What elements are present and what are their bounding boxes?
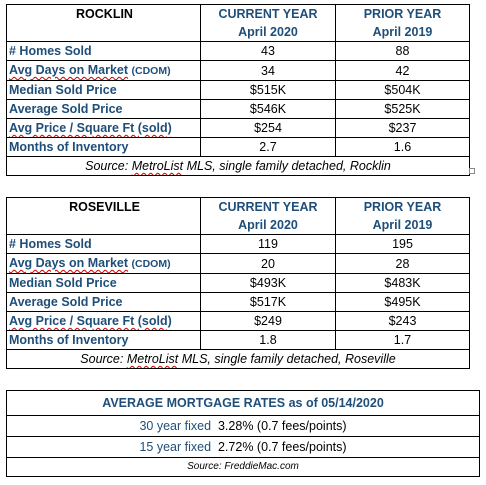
- rocklin-median-price-current: $515K: [201, 81, 336, 100]
- mortgage-rates-table: [6, 390, 480, 477]
- roseville-average-price-prior: $495K: [336, 293, 470, 312]
- row-label-avg-days: Avg Days on Market (CDOM): [7, 254, 201, 274]
- rocklin-prior-year-header: PRIOR YEAR April 2019: [336, 5, 470, 42]
- row-label-average-price: Average Sold Price: [7, 100, 201, 119]
- row-label-avg-days: Avg Days on Market (CDOM): [7, 61, 201, 81]
- rocklin-average-price-current: $546K: [201, 100, 336, 119]
- roseville-homes-sold-current: 119: [201, 235, 336, 254]
- rocklin-table: [6, 4, 470, 176]
- roseville-months-inventory-prior: 1.7: [336, 331, 470, 350]
- roseville-price-sqft-current: $249: [201, 312, 336, 331]
- roseville-prior-year-header: PRIOR YEAR April 2019: [336, 198, 470, 235]
- roseville-source: Source: MetroList MLS, single family detached, Roseville: [7, 350, 470, 369]
- row-label-months-inventory: Months of Inventory: [7, 331, 201, 350]
- roseville-median-price-prior: $483K: [336, 274, 470, 293]
- roseville-title: ROSEVILLE: [7, 198, 201, 235]
- rocklin-price-sqft-current: $254: [201, 119, 336, 138]
- roseville-homes-sold-prior: 195: [336, 235, 470, 254]
- roseville-current-year-header: CURRENT YEAR April 2020: [201, 198, 336, 235]
- row-label-median-price: Median Sold Price: [7, 81, 201, 100]
- rate-30-year: 30 year fixed 3.28% (0.7 fees/points): [7, 416, 480, 437]
- row-label-homes-sold: # Homes Sold: [7, 235, 201, 254]
- roseville-months-inventory-current: 1.8: [201, 331, 336, 350]
- row-label-homes-sold: # Homes Sold: [7, 42, 201, 61]
- row-label-price-sqft: Avg Price / Square Ft (sold): [7, 312, 201, 331]
- rocklin-average-price-prior: $525K: [336, 100, 470, 119]
- row-label-median-price: Median Sold Price: [7, 274, 201, 293]
- roseville-table: [6, 197, 470, 369]
- row-label-price-sqft: Avg Price / Square Ft (sold): [7, 119, 201, 138]
- rocklin-months-inventory-prior: 1.6: [336, 138, 470, 157]
- rocklin-homes-sold-current: 43: [201, 42, 336, 61]
- rocklin-current-year-header: CURRENT YEAR April 2020: [201, 5, 336, 42]
- mortgage-source: Source: FreddieMac.com: [7, 458, 480, 477]
- rocklin-avg-days-prior: 42: [336, 61, 470, 81]
- roseville-price-sqft-prior: $243: [336, 312, 470, 331]
- roseville-median-price-current: $493K: [201, 274, 336, 293]
- row-label-average-price: Average Sold Price: [7, 293, 201, 312]
- rocklin-title: ROCKLIN: [7, 5, 201, 42]
- roseville-average-price-current: $517K: [201, 293, 336, 312]
- rocklin-months-inventory-current: 2.7: [201, 138, 336, 157]
- rocklin-price-sqft-prior: $237: [336, 119, 470, 138]
- roseville-avg-days-prior: 28: [336, 254, 470, 274]
- rocklin-avg-days-current: 34: [201, 61, 336, 81]
- table-resize-handle[interactable]: [469, 168, 475, 174]
- rocklin-source: Source: MetroList MLS, single family detached, Rocklin: [7, 157, 470, 176]
- mortgage-rates-title: AVERAGE MORTGAGE RATES as of 05/14/2020: [7, 391, 480, 416]
- row-label-months-inventory: Months of Inventory: [7, 138, 201, 157]
- roseville-avg-days-current: 20: [201, 254, 336, 274]
- rocklin-homes-sold-prior: 88: [336, 42, 470, 61]
- rate-15-year: 15 year fixed 2.72% (0.7 fees/points): [7, 437, 480, 458]
- rocklin-median-price-prior: $504K: [336, 81, 470, 100]
